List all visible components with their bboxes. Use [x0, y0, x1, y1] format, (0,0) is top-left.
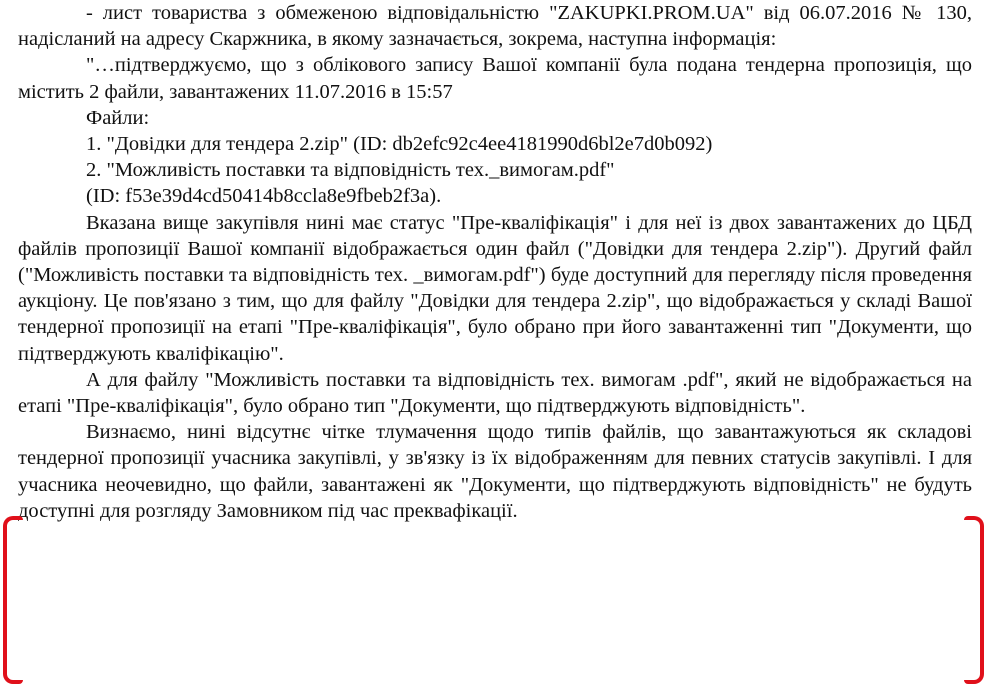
red-right-bracket-mark — [964, 516, 984, 684]
paragraph-status-explanation: Вказана вище закупівля нині має статус "Пре-кваліфікація" і для неї із двох завантажених до ЦБД файлів пропозиції Вашої компанії відображається один файл ("Довідки для тендера 2.zip"). Другий файл ("Можливість поставки та відповідність тех. _вимогам.pdf") буде доступний для перегляду після проведення аукціону. Це пов'язано з тим, що для файлу "Довідки для тендера 2.zip", що відображається у складі Вашої тендерної пропозиції на етапі "Пре-кваліфікація", було обрано при його завантаженні тип "Документи, що підтверджують кваліфікацію". — [18, 211, 972, 365]
paragraph-files-label: Файли: — [86, 106, 150, 129]
paragraph-file-1: 1. "Довідки для тендера 2.zip" (ID: db2efc92c4ee4181990d6bl2e7d0b092) — [86, 133, 713, 156]
paragraph-letter-intro: - лист товариства з обмеженою відповідальністю "ZAKUPKI.PROM.UA" від 06.07.2016 № 130, надісланий на адресу Скаржника, в якому зазначається, зокрема, наступна інформація: — [18, 2, 972, 51]
red-left-bracket-mark — [3, 516, 23, 684]
document-body — [18, 0, 972, 524]
paragraph-quote-start: "…підтверджуємо, що з облікового запису Вашої компанії була подана тендерна пропозиція, що містить 2 файли, завантажених 11.07.2016 в 15:57 — [18, 54, 972, 103]
paragraph-file-2: 2. "Можливість поставки та відповідність тех._вимогам.pdf" — [86, 159, 615, 182]
paragraph-file-2-id: (ID: f53e39d4cd50414b8ccla8e9fbeb2f3a). — [86, 185, 442, 208]
paragraph-admission: Визнаємо, нині відсутнє чітке тлумачення щодо типів файлів, що завантажуються як складові тендерної пропозиції учасника закупівлі, у зв'язку із їх відображенням для певних статусів закупівлі. І для учасника неочевидно, що файли, завантажені як "Документи, що підтверджують відповідність" не будуть доступні для розгляду Замовником під час преквафікації. — [18, 421, 972, 522]
paragraph-second-file: А для файлу "Можливість поставки та відповідність тех. вимогам .pdf", який не відображається на етапі "Пре-кваліфікація", було обрано тип "Документи, що підтверджують відповідність". — [18, 368, 972, 418]
